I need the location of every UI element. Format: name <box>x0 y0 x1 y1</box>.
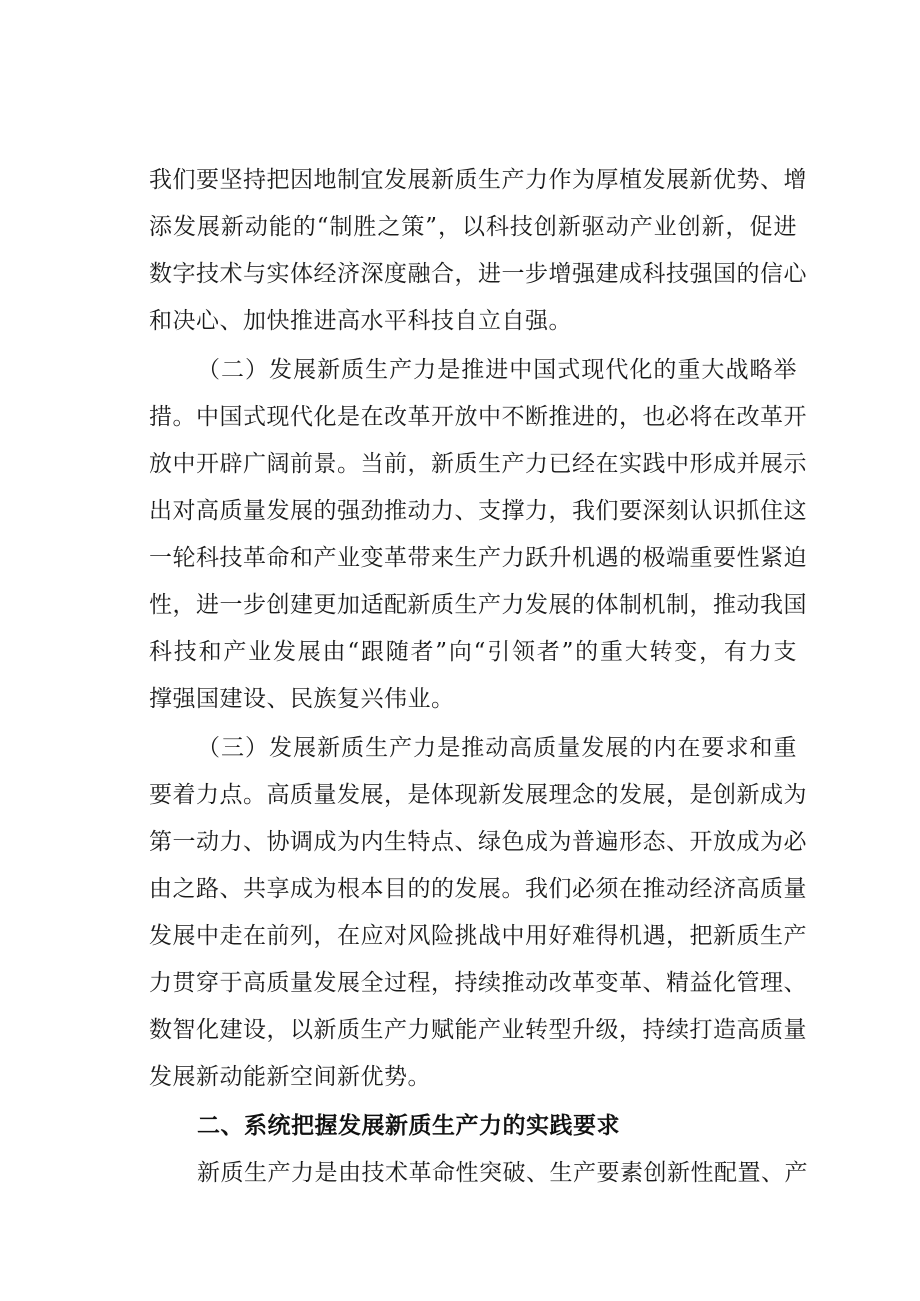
text-line: 由之路、共享成为根本目的的发展。我们必须在推动经济高质量 <box>149 876 807 902</box>
text-line: 性，进一步创建更加适配新质生产力发展的体制机制，推动我国 <box>149 592 807 618</box>
text-line: （二）发展新质生产力是推进中国式现代化的重大战略举 <box>197 357 797 383</box>
document-body <box>149 157 808 1197</box>
text-line: 发展新动能新空间新优势。 <box>149 1064 431 1090</box>
paragraph-4 <box>149 1150 808 1197</box>
text-line: 撑强国建设、民族复兴伟业。 <box>149 686 455 712</box>
text-line: 第一动力、协调成为内生特点、绿色成为普遍形态、开放成为必 <box>149 829 807 855</box>
text-line: 力贯穿于高质量发展全过程，持续推动改革变革、精益化管理、 <box>149 970 807 996</box>
section-heading: 二、系统把握发展新质生产力的实践要求 <box>197 1113 620 1139</box>
text-line: 添发展新动能的“制胜之策”，以科技创新驱动产业创新，促进 <box>149 214 797 240</box>
text-line: 要着力点。高质量发展，是体现新发展理念的发展，是创新成为 <box>149 782 807 808</box>
paragraph-1 <box>149 157 807 345</box>
paragraph-2 <box>149 347 807 723</box>
text-line: （三）发展新质生产力是推动高质量发展的内在要求和重 <box>197 735 797 761</box>
text-line: 数智化建设，以新质生产力赋能产业转型升级，持续打造高质量 <box>149 1017 807 1043</box>
text-line: 放中开辟广阔前景。当前，新质生产力已经在实践中形成并展示 <box>149 451 807 477</box>
text-line: 我们要坚持把因地制宜发展新质生产力作为厚植发展新优势、增 <box>149 167 807 193</box>
paragraph-3 <box>149 725 807 1101</box>
text-line: 出对高质量发展的强劲推动力、支撑力，我们要深刻认识抓住这 <box>149 498 807 524</box>
text-line: 发展中走在前列，在应对风险挑战中用好难得机遇，把新质生产 <box>149 923 807 949</box>
text-line: 科技和产业发展由“跟随者”向“引领者”的重大转变，有力支 <box>149 639 797 665</box>
text-line: 措。中国式现代化是在改革开放中不断推进的，也必将在改革开 <box>149 404 807 430</box>
text-line: 数字技术与实体经济深度融合，进一步增强建成科技强国的信心 <box>149 261 807 287</box>
text-line: 一轮科技革命和产业变革带来生产力跃升机遇的极端重要性紧迫 <box>149 545 807 571</box>
text-line: 新质生产力是由技术革命性突破、生产要素创新性配置、产 <box>197 1160 808 1186</box>
text-line: 和决心、加快推进高水平科技自立自强。 <box>149 308 572 334</box>
